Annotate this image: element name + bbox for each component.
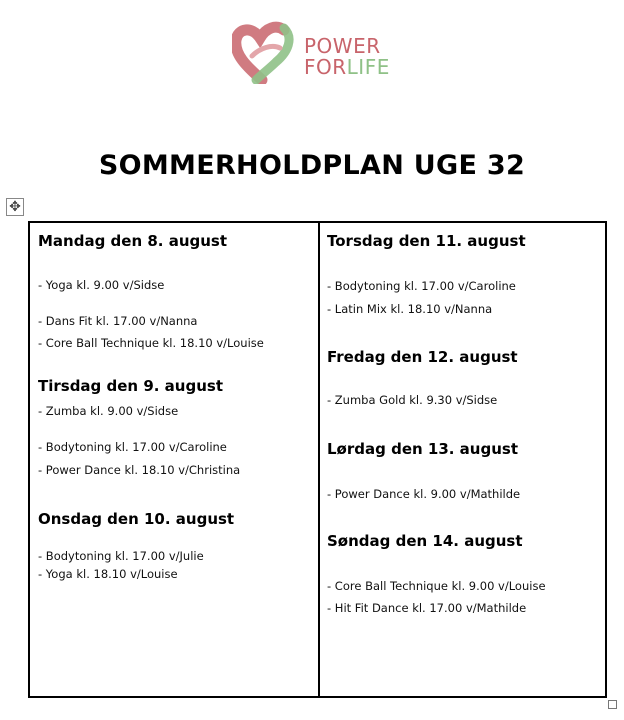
class-item: - Power Dance kl. 18.10 v/Christina (38, 463, 241, 477)
day-heading-tuesday: Tirsdag den 9. august (38, 377, 224, 395)
schedule-table (28, 221, 607, 698)
class-item: - Zumba kl. 9.00 v/Sidse (38, 404, 179, 418)
logo-text-for: FOR (304, 55, 347, 79)
day-heading-thursday: Torsdag den 11. august (327, 232, 526, 250)
class-item: - Latin Mix kl. 18.10 v/Nanna (327, 302, 493, 316)
class-item: - Power Dance kl. 9.00 v/Mathilde (327, 487, 521, 501)
page-title: SOMMERHOLDPLAN UGE 32 (98, 150, 526, 181)
class-item: - Hit Fit Dance kl. 17.00 v/Mathilde (327, 601, 527, 615)
class-item: - Core Ball Technique kl. 18.10 v/Louise (38, 336, 264, 350)
day-heading-saturday: Lørdag den 13. august (327, 440, 519, 458)
day-heading-friday: Fredag den 12. august (327, 348, 518, 366)
column-divider (318, 223, 320, 696)
table-resize-handle[interactable] (608, 700, 617, 709)
power-for-life-logo (232, 18, 402, 86)
class-item: - Core Ball Technique kl. 9.00 v/Louise (327, 579, 546, 593)
class-item: - Bodytoning kl. 17.00 v/Caroline (327, 279, 516, 293)
logo-text-life: LIFE (346, 55, 390, 79)
day-heading-monday: Mandag den 8. august (38, 232, 228, 250)
logo-text-forlife (304, 56, 390, 78)
class-item: - Dans Fit kl. 17.00 v/Nanna (38, 314, 198, 328)
day-heading-wednesday: Onsdag den 10. august (38, 510, 235, 528)
class-item: - Yoga kl. 18.10 v/Louise (38, 567, 178, 581)
class-item: - Bodytoning kl. 17.00 v/Julie (38, 549, 204, 563)
class-item: - Bodytoning kl. 17.00 v/Caroline (38, 440, 227, 454)
day-heading-sunday: Søndag den 14. august (327, 532, 523, 550)
logo-text-power: POWER (304, 34, 381, 58)
class-item: - Yoga kl. 9.00 v/Sidse (38, 278, 165, 292)
heart-ribbon-icon (232, 18, 296, 84)
class-item: - Zumba Gold kl. 9.30 v/Sidse (327, 393, 498, 407)
table-move-handle[interactable]: ✥ (6, 198, 24, 216)
